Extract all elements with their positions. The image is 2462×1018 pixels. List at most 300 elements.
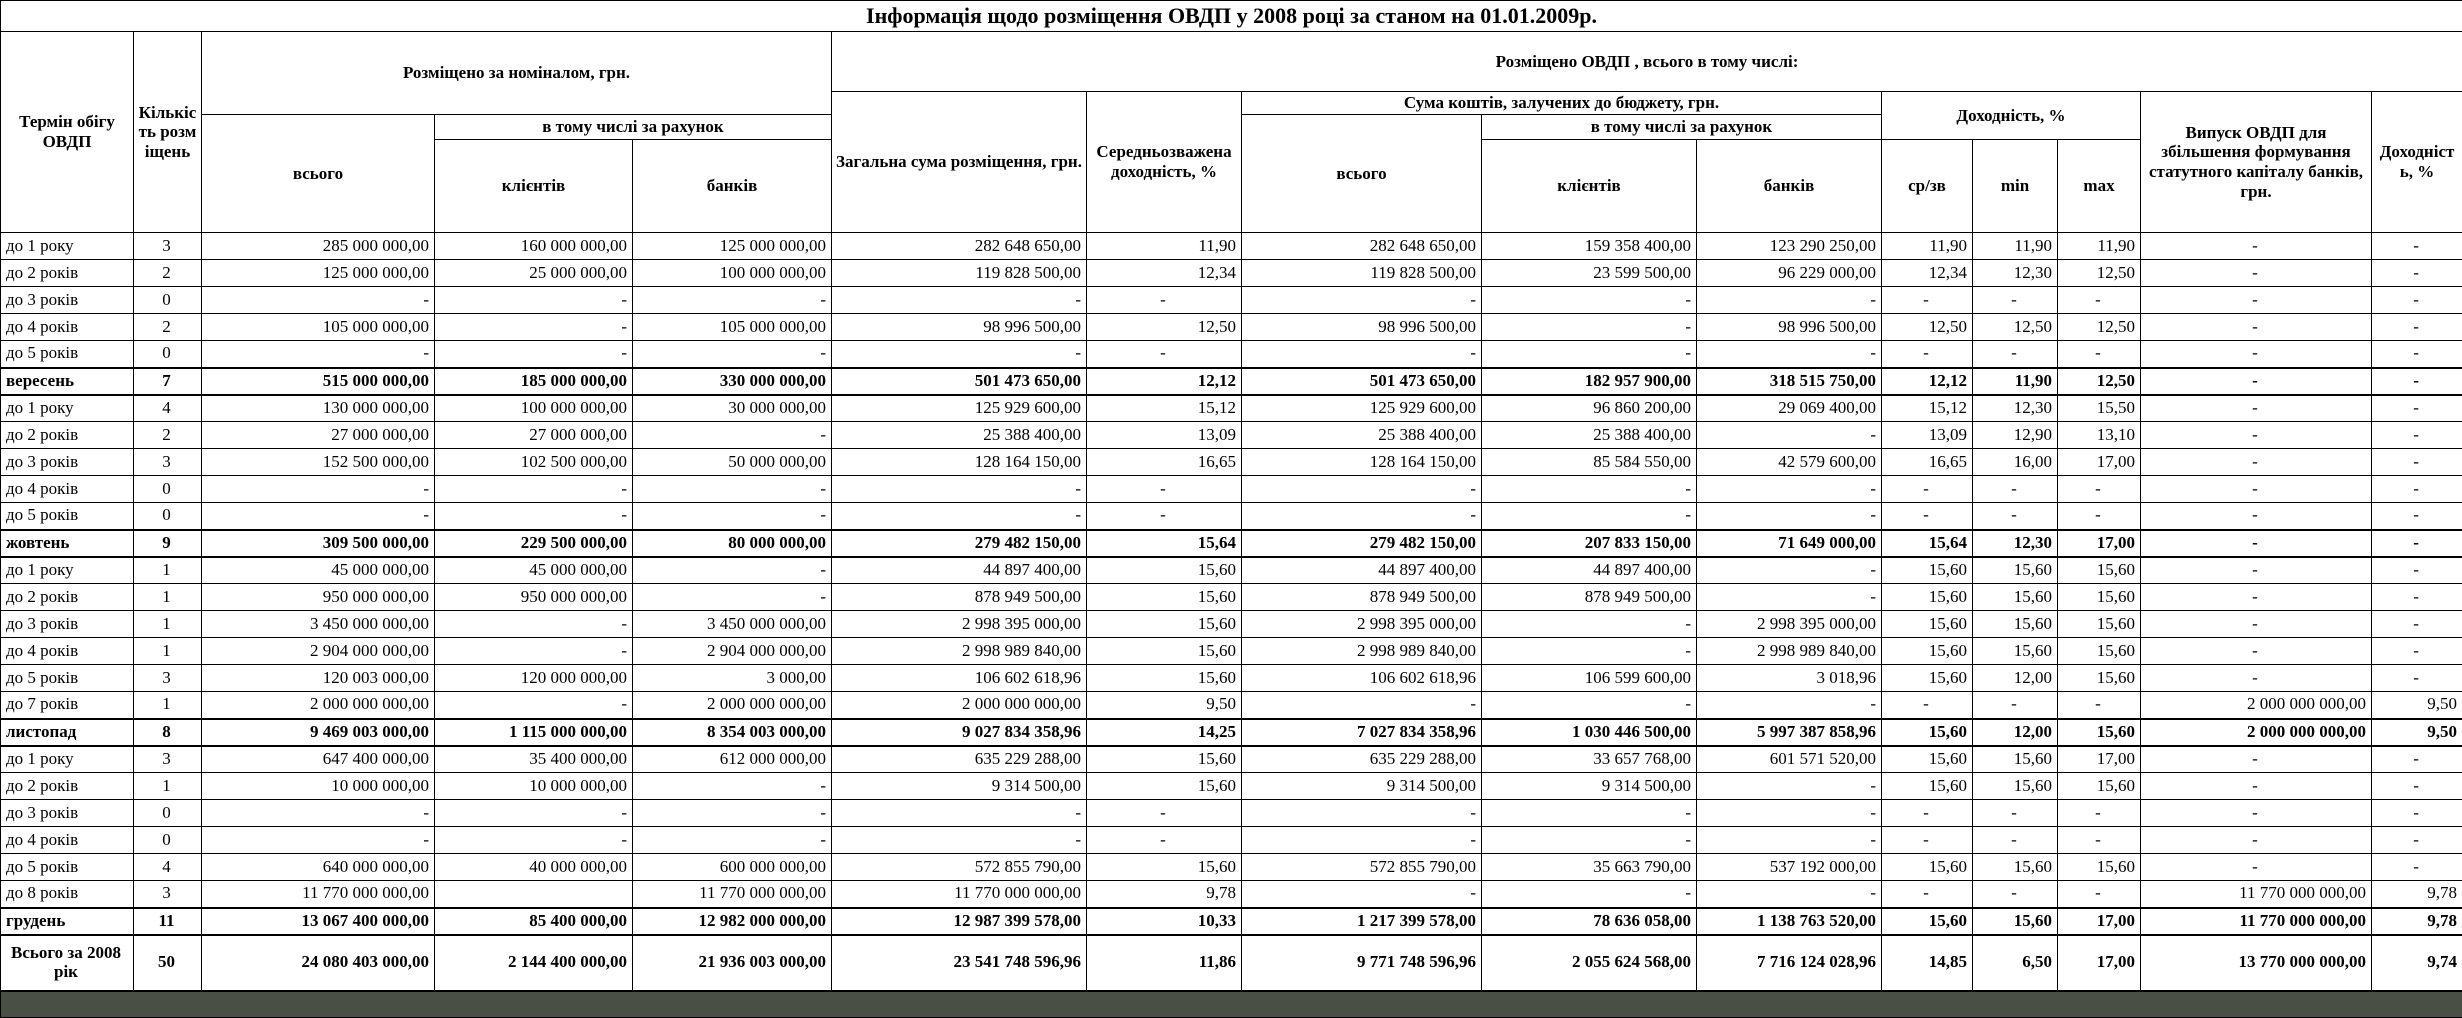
cell-nominal-banks: - — [633, 422, 832, 449]
cell-yield-avg: - — [1882, 881, 1973, 908]
cell-yield-max: - — [2058, 827, 2141, 854]
cell-budget-clients: 44 897 400,00 — [1482, 557, 1697, 584]
cell-count: 4 — [134, 854, 202, 881]
cell-nominal-clients: - — [435, 692, 633, 719]
table-row — [1, 260, 2462, 287]
cell-yield-avg: - — [1882, 341, 1973, 368]
cell-total-sum: - — [832, 503, 1087, 530]
header-nominal-incl: в тому числі за рахунок — [435, 115, 832, 140]
cell-budget-clients: - — [1482, 341, 1697, 368]
cell-total-sum: 635 229 288,00 — [832, 746, 1087, 773]
cell-total-sum: 9 027 834 358,96 — [832, 719, 1087, 746]
cell-capital-issue: - — [2141, 854, 2372, 881]
cell-yield2: - — [2372, 557, 2462, 584]
header-budget-incl: в тому числі за рахунок — [1482, 115, 1882, 140]
table-row — [1, 395, 2462, 422]
cell-nominal-total: 24 080 403 000,00 — [202, 935, 435, 991]
cell-nominal-clients: - — [435, 341, 633, 368]
cell-count: 0 — [134, 503, 202, 530]
header-budget-clients: клієнтів — [1482, 140, 1697, 233]
cell-term: до 7 років — [1, 692, 134, 719]
cell-avg-yield: 11,86 — [1087, 935, 1242, 991]
cell-avg-yield: 12,12 — [1087, 368, 1242, 395]
cell-count: 0 — [134, 287, 202, 314]
cell-term: до 5 років — [1, 665, 134, 692]
cell-budget-banks: - — [1697, 476, 1882, 503]
table-row — [1, 773, 2462, 800]
cell-avg-yield: 10,33 — [1087, 908, 1242, 935]
table-row — [1, 314, 2462, 341]
cell-yield2: - — [2372, 584, 2462, 611]
cell-avg-yield: 15,64 — [1087, 530, 1242, 557]
cell-budget-total: 125 929 600,00 — [1242, 395, 1482, 422]
cell-yield-max: 12,50 — [2058, 260, 2141, 287]
cell-nominal-clients: 1 115 000 000,00 — [435, 719, 633, 746]
cell-budget-total: 2 998 989 840,00 — [1242, 638, 1482, 665]
cell-budget-total: 9 314 500,00 — [1242, 773, 1482, 800]
header-yield-min: min — [1973, 140, 2058, 233]
cell-count: 0 — [134, 827, 202, 854]
cell-nominal-total: - — [202, 800, 435, 827]
table-row — [1, 638, 2462, 665]
cell-budget-banks: - — [1697, 341, 1882, 368]
cell-capital-issue: - — [2141, 665, 2372, 692]
cell-capital-issue: - — [2141, 584, 2372, 611]
cell-nominal-total: 9 469 003 000,00 — [202, 719, 435, 746]
cell-yield-avg: 15,60 — [1882, 557, 1973, 584]
footer-strip — [1, 991, 2462, 1018]
cell-total-sum: 501 473 650,00 — [832, 368, 1087, 395]
cell-nominal-clients: - — [435, 827, 633, 854]
cell-yield-max: 15,60 — [2058, 638, 2141, 665]
cell-count: 9 — [134, 530, 202, 557]
cell-capital-issue: - — [2141, 260, 2372, 287]
cell-budget-total: 279 482 150,00 — [1242, 530, 1482, 557]
cell-budget-total: 501 473 650,00 — [1242, 368, 1482, 395]
cell-nominal-banks: 3 450 000 000,00 — [633, 611, 832, 638]
cell-nominal-total: 2 000 000 000,00 — [202, 692, 435, 719]
cell-budget-clients: 96 860 200,00 — [1482, 395, 1697, 422]
cell-avg-yield: 15,60 — [1087, 611, 1242, 638]
cell-budget-clients: - — [1482, 314, 1697, 341]
cell-nominal-total: 45 000 000,00 — [202, 557, 435, 584]
cell-yield-max: 17,00 — [2058, 746, 2141, 773]
table-row — [1, 341, 2462, 368]
header-nominal-group: Розміщено за номіналом, грн. — [202, 32, 832, 115]
cell-nominal-clients: 950 000 000,00 — [435, 584, 633, 611]
cell-nominal-banks: 80 000 000,00 — [633, 530, 832, 557]
cell-yield2: - — [2372, 530, 2462, 557]
cell-yield-min: 12,50 — [1973, 314, 2058, 341]
cell-yield-min: 12,30 — [1973, 260, 2058, 287]
cell-yield2: - — [2372, 233, 2462, 260]
cell-capital-issue: 11 770 000 000,00 — [2141, 908, 2372, 935]
cell-count: 2 — [134, 314, 202, 341]
header-nominal-clients: клієнтів — [435, 140, 633, 233]
cell-yield2: - — [2372, 800, 2462, 827]
cell-yield-min: 6,50 — [1973, 935, 2058, 991]
cell-total-sum: 106 602 618,96 — [832, 665, 1087, 692]
cell-yield2: - — [2372, 341, 2462, 368]
cell-yield-min: 15,60 — [1973, 773, 2058, 800]
cell-term: листопад — [1, 719, 134, 746]
cell-term: до 5 років — [1, 341, 134, 368]
cell-nominal-clients: - — [435, 314, 633, 341]
cell-budget-total: 282 648 650,00 — [1242, 233, 1482, 260]
cell-count: 1 — [134, 557, 202, 584]
cell-yield-avg: 12,34 — [1882, 260, 1973, 287]
cell-yield-avg: 12,12 — [1882, 368, 1973, 395]
cell-budget-banks: 1 138 763 520,00 — [1697, 908, 1882, 935]
cell-budget-banks: 29 069 400,00 — [1697, 395, 1882, 422]
cell-count: 1 — [134, 773, 202, 800]
cell-nominal-total: - — [202, 827, 435, 854]
header-total-sum: Загальна сума розміщення, грн. — [832, 92, 1087, 233]
cell-budget-clients: 106 599 600,00 — [1482, 665, 1697, 692]
cell-nominal-total: 640 000 000,00 — [202, 854, 435, 881]
cell-yield-min: - — [1973, 827, 2058, 854]
cell-budget-banks: - — [1697, 692, 1882, 719]
cell-capital-issue: 11 770 000 000,00 — [2141, 881, 2372, 908]
table-row — [1, 881, 2462, 908]
cell-nominal-banks: 11 770 000 000,00 — [633, 881, 832, 908]
cell-capital-issue: - — [2141, 395, 2372, 422]
header-yield-max: max — [2058, 140, 2141, 233]
cell-nominal-clients: 229 500 000,00 — [435, 530, 633, 557]
cell-count: 0 — [134, 800, 202, 827]
cell-yield-avg: - — [1882, 692, 1973, 719]
cell-avg-yield: 11,90 — [1087, 233, 1242, 260]
cell-budget-clients: - — [1482, 827, 1697, 854]
cell-budget-total: 44 897 400,00 — [1242, 557, 1482, 584]
cell-yield-min: 11,90 — [1973, 233, 2058, 260]
cell-count: 3 — [134, 881, 202, 908]
cell-budget-clients: 23 599 500,00 — [1482, 260, 1697, 287]
cell-yield-max: 13,10 — [2058, 422, 2141, 449]
cell-budget-total: - — [1242, 881, 1482, 908]
cell-nominal-clients: 25 000 000,00 — [435, 260, 633, 287]
cell-term: до 2 років — [1, 773, 134, 800]
cell-term: до 1 року — [1, 557, 134, 584]
cell-total-sum: 44 897 400,00 — [832, 557, 1087, 584]
cell-capital-issue: - — [2141, 503, 2372, 530]
cell-yield-max: 15,60 — [2058, 665, 2141, 692]
cell-term: до 4 років — [1, 638, 134, 665]
cell-count: 2 — [134, 422, 202, 449]
cell-yield-min: 12,00 — [1973, 719, 2058, 746]
cell-total-sum: - — [832, 800, 1087, 827]
cell-term: до 2 років — [1, 584, 134, 611]
cell-capital-issue: - — [2141, 611, 2372, 638]
cell-yield-max: 15,60 — [2058, 773, 2141, 800]
cell-yield-avg: 15,12 — [1882, 395, 1973, 422]
table-row — [1, 854, 2462, 881]
cell-yield2: 9,78 — [2372, 881, 2462, 908]
cell-budget-banks: - — [1697, 503, 1882, 530]
cell-term: до 1 року — [1, 233, 134, 260]
cell-count: 3 — [134, 449, 202, 476]
cell-nominal-total: 515 000 000,00 — [202, 368, 435, 395]
cell-nominal-clients: 160 000 000,00 — [435, 233, 633, 260]
cell-budget-clients: 9 314 500,00 — [1482, 773, 1697, 800]
cell-nominal-clients: 2 144 400 000,00 — [435, 935, 633, 991]
cell-budget-total: - — [1242, 827, 1482, 854]
cell-capital-issue: - — [2141, 476, 2372, 503]
cell-budget-total: 1 217 399 578,00 — [1242, 908, 1482, 935]
cell-capital-issue: - — [2141, 287, 2372, 314]
cell-term: вересень — [1, 368, 134, 395]
cell-yield-avg: 15,60 — [1882, 746, 1973, 773]
cell-avg-yield: - — [1087, 476, 1242, 503]
cell-nominal-clients: 120 000 000,00 — [435, 665, 633, 692]
cell-term: грудень — [1, 908, 134, 935]
cell-nominal-total: 309 500 000,00 — [202, 530, 435, 557]
cell-yield-min: - — [1973, 341, 2058, 368]
cell-count: 1 — [134, 638, 202, 665]
cell-budget-banks: 123 290 250,00 — [1697, 233, 1882, 260]
cell-budget-clients: 2 055 624 568,00 — [1482, 935, 1697, 991]
cell-yield-min: - — [1973, 287, 2058, 314]
cell-yield2: - — [2372, 638, 2462, 665]
cell-avg-yield: 14,25 — [1087, 719, 1242, 746]
cell-nominal-clients: 45 000 000,00 — [435, 557, 633, 584]
cell-nominal-clients: - — [435, 287, 633, 314]
cell-budget-banks: 96 229 000,00 — [1697, 260, 1882, 287]
cell-yield2: 9,74 — [2372, 935, 2462, 991]
cell-yield-max: 17,00 — [2058, 530, 2141, 557]
cell-count: 7 — [134, 368, 202, 395]
cell-yield-min: 16,00 — [1973, 449, 2058, 476]
cell-yield2: 9,50 — [2372, 719, 2462, 746]
cell-capital-issue: - — [2141, 530, 2372, 557]
cell-total-sum: 279 482 150,00 — [832, 530, 1087, 557]
cell-nominal-banks: 2 904 000 000,00 — [633, 638, 832, 665]
cell-yield-max: 15,60 — [2058, 557, 2141, 584]
cell-yield-avg: 15,60 — [1882, 584, 1973, 611]
cell-total-sum: 98 996 500,00 — [832, 314, 1087, 341]
cell-budget-banks: 71 649 000,00 — [1697, 530, 1882, 557]
cell-yield2: 9,78 — [2372, 908, 2462, 935]
cell-yield-max: 15,60 — [2058, 611, 2141, 638]
cell-avg-yield: 15,60 — [1087, 746, 1242, 773]
cell-term: до 1 року — [1, 395, 134, 422]
cell-nominal-banks: - — [633, 476, 832, 503]
table-row — [1, 449, 2462, 476]
cell-budget-banks: 2 998 989 840,00 — [1697, 638, 1882, 665]
cell-nominal-banks: - — [633, 827, 832, 854]
cell-budget-total: 106 602 618,96 — [1242, 665, 1482, 692]
cell-nominal-clients: 27 000 000,00 — [435, 422, 633, 449]
cell-yield-min: 15,60 — [1973, 611, 2058, 638]
cell-yield-avg: - — [1882, 503, 1973, 530]
cell-nominal-total: 13 067 400 000,00 — [202, 908, 435, 935]
cell-nominal-banks: 100 000 000,00 — [633, 260, 832, 287]
cell-yield-avg: 15,60 — [1882, 854, 1973, 881]
header-yield-avg: ср/зв — [1882, 140, 1973, 233]
cell-budget-banks: - — [1697, 827, 1882, 854]
cell-capital-issue: - — [2141, 773, 2372, 800]
cell-nominal-banks: - — [633, 557, 832, 584]
cell-total-sum: 119 828 500,00 — [832, 260, 1087, 287]
cell-count: 11 — [134, 908, 202, 935]
cell-nominal-clients: 102 500 000,00 — [435, 449, 633, 476]
cell-nominal-banks: 12 982 000 000,00 — [633, 908, 832, 935]
cell-nominal-clients: 100 000 000,00 — [435, 395, 633, 422]
cell-count: 0 — [134, 476, 202, 503]
cell-yield-max: 15,60 — [2058, 854, 2141, 881]
cell-budget-total: 572 855 790,00 — [1242, 854, 1482, 881]
cell-budget-banks: - — [1697, 800, 1882, 827]
cell-capital-issue: - — [2141, 638, 2372, 665]
cell-yield2: - — [2372, 260, 2462, 287]
cell-budget-clients: 182 957 900,00 — [1482, 368, 1697, 395]
cell-avg-yield: 15,60 — [1087, 584, 1242, 611]
cell-avg-yield: - — [1087, 287, 1242, 314]
cell-yield-avg: 12,50 — [1882, 314, 1973, 341]
cell-count: 4 — [134, 395, 202, 422]
cell-yield-max: - — [2058, 287, 2141, 314]
cell-capital-issue: - — [2141, 341, 2372, 368]
cell-count: 1 — [134, 611, 202, 638]
cell-yield2: - — [2372, 773, 2462, 800]
cell-total-sum: 572 855 790,00 — [832, 854, 1087, 881]
cell-yield-max: - — [2058, 800, 2141, 827]
page-title: Інформація щодо розміщення ОВДП у 2008 році за станом на 01.01.2009р. — [1, 1, 2462, 32]
table-row — [1, 476, 2462, 503]
table-row — [1, 800, 2462, 827]
cell-avg-yield: 13,09 — [1087, 422, 1242, 449]
cell-budget-clients: - — [1482, 287, 1697, 314]
cell-budget-banks: - — [1697, 422, 1882, 449]
cell-budget-clients: - — [1482, 881, 1697, 908]
table-row — [1, 827, 2462, 854]
cell-yield-min: 15,60 — [1973, 638, 2058, 665]
cell-avg-yield: 12,34 — [1087, 260, 1242, 287]
cell-nominal-banks: 30 000 000,00 — [633, 395, 832, 422]
cell-nominal-banks: - — [633, 800, 832, 827]
cell-budget-banks: 98 996 500,00 — [1697, 314, 1882, 341]
cell-budget-banks: - — [1697, 584, 1882, 611]
cell-yield-avg: 11,90 — [1882, 233, 1973, 260]
table-row — [1, 422, 2462, 449]
cell-yield-max: 12,50 — [2058, 314, 2141, 341]
cell-total-sum: 25 388 400,00 — [832, 422, 1087, 449]
table-row — [1, 611, 2462, 638]
cell-nominal-total: 27 000 000,00 — [202, 422, 435, 449]
cell-avg-yield: 9,78 — [1087, 881, 1242, 908]
cell-budget-clients: 1 030 446 500,00 — [1482, 719, 1697, 746]
cell-budget-clients: 78 636 058,00 — [1482, 908, 1697, 935]
cell-capital-issue: 2 000 000 000,00 — [2141, 719, 2372, 746]
cell-budget-total: 635 229 288,00 — [1242, 746, 1482, 773]
cell-nominal-banks: - — [633, 773, 832, 800]
cell-yield2: - — [2372, 827, 2462, 854]
cell-total-sum: 23 541 748 596,96 — [832, 935, 1087, 991]
cell-nominal-banks: - — [633, 341, 832, 368]
cell-budget-clients: 33 657 768,00 — [1482, 746, 1697, 773]
cell-count: 1 — [134, 692, 202, 719]
cell-yield-avg: 15,60 — [1882, 908, 1973, 935]
cell-nominal-total: - — [202, 341, 435, 368]
cell-yield-avg: 15,60 — [1882, 719, 1973, 746]
cell-yield2: - — [2372, 476, 2462, 503]
cell-nominal-banks: 21 936 003 000,00 — [633, 935, 832, 991]
cell-nominal-banks: 600 000 000,00 — [633, 854, 832, 881]
cell-yield2: - — [2372, 611, 2462, 638]
cell-nominal-clients: 35 400 000,00 — [435, 746, 633, 773]
cell-yield-min: 12,30 — [1973, 530, 2058, 557]
cell-yield-avg: 15,64 — [1882, 530, 1973, 557]
cell-budget-clients: - — [1482, 476, 1697, 503]
cell-term: до 2 років — [1, 260, 134, 287]
cell-yield-avg: 13,09 — [1882, 422, 1973, 449]
cell-nominal-total: 125 000 000,00 — [202, 260, 435, 287]
cell-budget-clients: - — [1482, 503, 1697, 530]
cell-count: 8 — [134, 719, 202, 746]
cell-budget-total: - — [1242, 476, 1482, 503]
cell-budget-total: - — [1242, 800, 1482, 827]
cell-avg-yield: - — [1087, 341, 1242, 368]
cell-term: до 4 років — [1, 314, 134, 341]
table-row — [1, 665, 2462, 692]
cell-nominal-clients — [435, 881, 633, 908]
cell-budget-banks: - — [1697, 287, 1882, 314]
cell-nominal-total: - — [202, 476, 435, 503]
cell-yield-max: - — [2058, 692, 2141, 719]
cell-count: 0 — [134, 341, 202, 368]
cell-yield-avg: - — [1882, 476, 1973, 503]
table-row — [1, 692, 2462, 719]
cell-yield-avg: - — [1882, 287, 1973, 314]
cell-nominal-banks: 105 000 000,00 — [633, 314, 832, 341]
cell-avg-yield: 15,12 — [1087, 395, 1242, 422]
cell-count: 1 — [134, 584, 202, 611]
cell-total-sum: 125 929 600,00 — [832, 395, 1087, 422]
cell-nominal-total: 3 450 000 000,00 — [202, 611, 435, 638]
cell-capital-issue: - — [2141, 422, 2372, 449]
cell-budget-banks: 318 515 750,00 — [1697, 368, 1882, 395]
header-count: Кількість розміщень — [134, 32, 202, 233]
cell-term: до 4 років — [1, 476, 134, 503]
cell-yield-min: 15,60 — [1973, 584, 2058, 611]
cell-total-sum: - — [832, 476, 1087, 503]
cell-budget-clients: 207 833 150,00 — [1482, 530, 1697, 557]
cell-term: до 5 років — [1, 503, 134, 530]
cell-yield-avg: - — [1882, 827, 1973, 854]
cell-term: до 2 років — [1, 422, 134, 449]
cell-budget-total: 98 996 500,00 — [1242, 314, 1482, 341]
header-avg-yield: Середньозважена доходність, % — [1087, 92, 1242, 233]
cell-total-sum: 2 998 989 840,00 — [832, 638, 1087, 665]
header-nominal-banks: банків — [633, 140, 832, 233]
cell-avg-yield: 16,65 — [1087, 449, 1242, 476]
cell-yield-min: - — [1973, 800, 2058, 827]
cell-total-sum: 12 987 399 578,00 — [832, 908, 1087, 935]
cell-yield-max: 11,90 — [2058, 233, 2141, 260]
cell-term: до 1 року — [1, 746, 134, 773]
cell-yield-max: - — [2058, 503, 2141, 530]
cell-capital-issue: - — [2141, 314, 2372, 341]
cell-total-sum: - — [832, 341, 1087, 368]
cell-nominal-total: 2 904 000 000,00 — [202, 638, 435, 665]
cell-capital-issue: - — [2141, 557, 2372, 584]
cell-yield-min: - — [1973, 503, 2058, 530]
cell-yield-min: 15,60 — [1973, 854, 2058, 881]
cell-nominal-clients: - — [435, 476, 633, 503]
cell-count: 50 — [134, 935, 202, 991]
header-placed-group: Розміщено ОВДП , всього в тому числі: — [832, 32, 2462, 92]
cell-avg-yield: 15,60 — [1087, 557, 1242, 584]
